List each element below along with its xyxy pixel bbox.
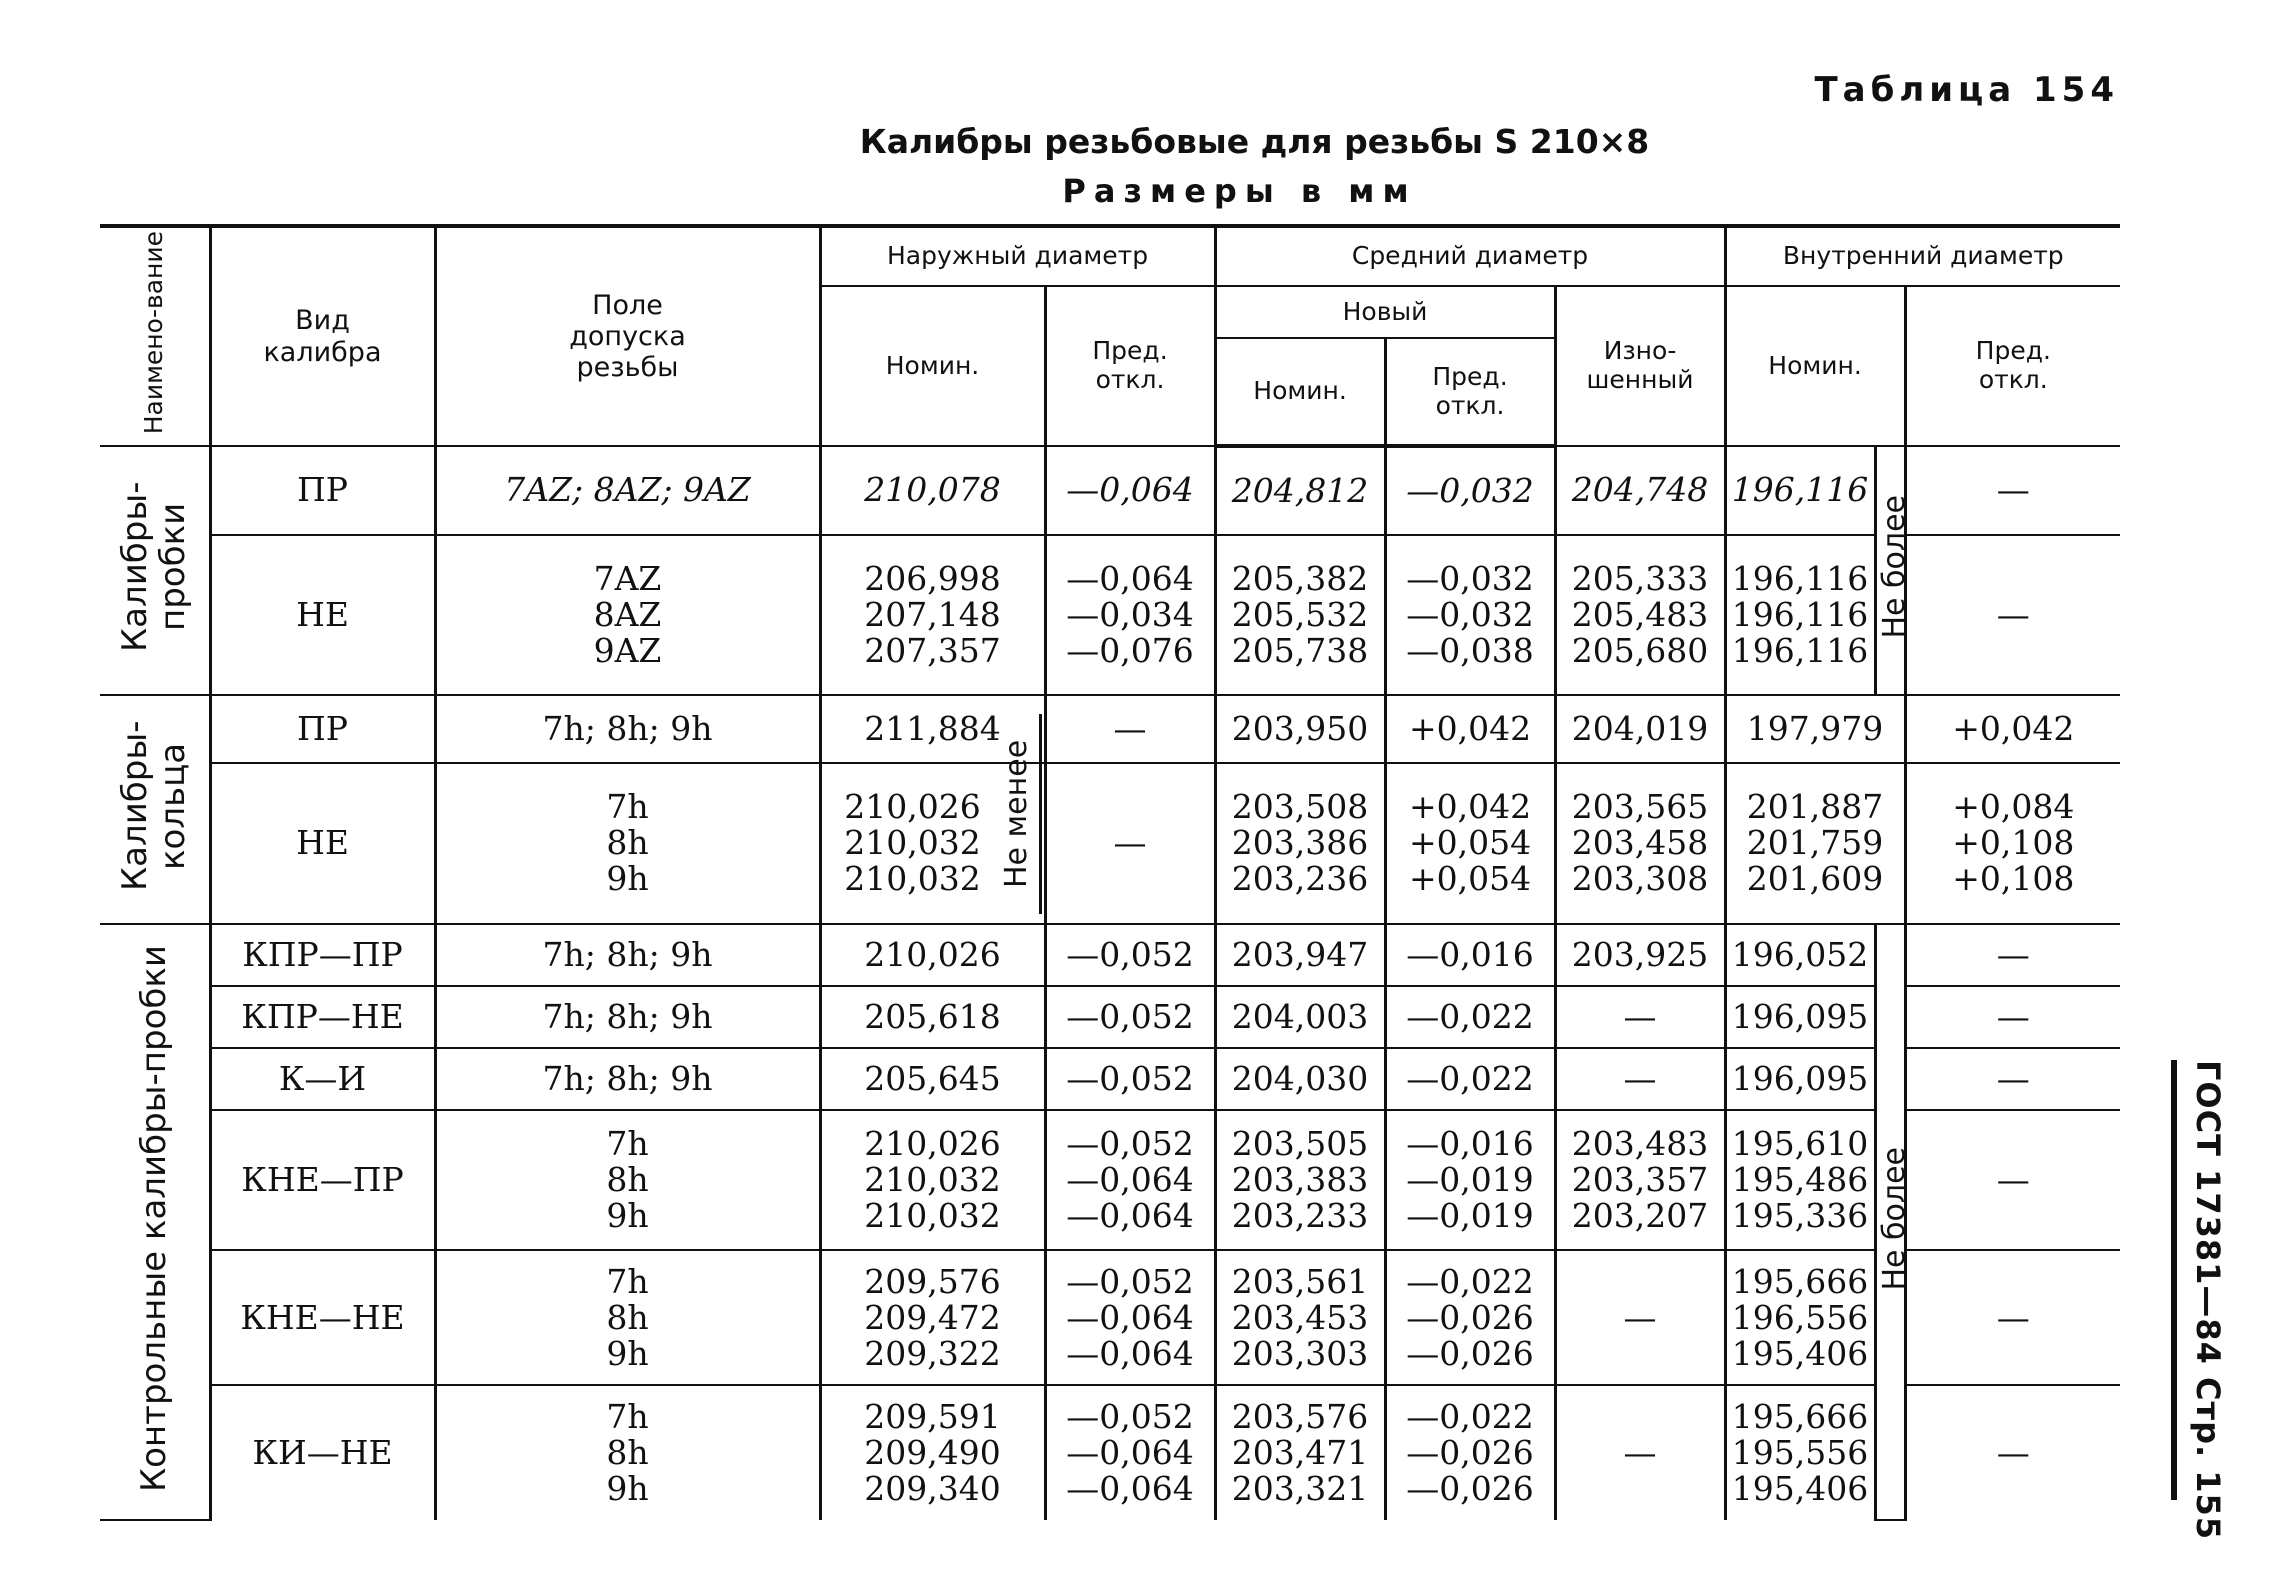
gauge-type: ПР xyxy=(210,695,435,763)
tolerance: 7h 8h 9h xyxy=(435,1110,820,1250)
group-rings: Калибры-кольца xyxy=(100,695,210,924)
middle-dev: —0,022 xyxy=(1385,1048,1555,1110)
gauge-type: НЕ xyxy=(210,763,435,924)
gauge-type: КИ—НЕ xyxy=(210,1385,435,1520)
middle-dev: —0,022 —0,026 —0,026 xyxy=(1385,1385,1555,1520)
inner-dev: — xyxy=(1905,924,2120,986)
outer-dev: —0,052 —0,064 —0,064 xyxy=(1045,1110,1215,1250)
worn: 204,019 xyxy=(1555,695,1725,763)
header-outer-dev: Пред. откл. xyxy=(1045,286,1215,446)
header-outer-nom: Номин. xyxy=(820,286,1045,446)
outer-dev: —0,052 —0,064 —0,064 xyxy=(1045,1250,1215,1385)
inner-nom: 196,095 xyxy=(1725,986,1875,1048)
outer-dev: — xyxy=(1045,763,1215,924)
header-outer-diameter: Наружный диаметр xyxy=(820,226,1215,286)
inner-dev: +0,084 +0,108 +0,108 xyxy=(1905,763,2120,924)
gauge-table xyxy=(100,224,2120,1521)
middle-nom: 204,003 xyxy=(1215,986,1385,1048)
tolerance: 7AZ 8AZ 9AZ xyxy=(435,535,820,695)
middle-dev: —0,022 xyxy=(1385,986,1555,1048)
outer-nom: 210,078 xyxy=(820,446,1045,535)
inner-dev: — xyxy=(1905,535,2120,695)
gost-page-label: ГОСТ 17381—84 Стр. 155 xyxy=(2189,1060,2227,1541)
outer-nom: 209,591 209,490 209,340 xyxy=(820,1385,1045,1520)
tolerance: 7h; 8h; 9h xyxy=(435,1048,820,1110)
middle-nom: 203,576 203,471 203,321 xyxy=(1215,1385,1385,1520)
middle-nom: 203,561 203,453 203,303 xyxy=(1215,1250,1385,1385)
middle-nom: 203,508 203,386 203,236 xyxy=(1215,763,1385,924)
inner-nom: 196,095 xyxy=(1725,1048,1875,1110)
middle-nom: 204,812 xyxy=(1215,446,1385,535)
inner-nom: 197,979 xyxy=(1725,695,1905,763)
worn: 203,565 203,458 203,308 xyxy=(1555,763,1725,924)
gauge-type: КНЕ—ПР xyxy=(210,1110,435,1250)
header-type: Вид калибра xyxy=(210,226,435,446)
tolerance: 7h; 8h; 9h xyxy=(435,924,820,986)
middle-nom: 203,505 203,383 203,233 xyxy=(1215,1110,1385,1250)
inner-dev: — xyxy=(1905,1048,2120,1110)
inner-nom: 196,116 196,116 196,116 xyxy=(1725,535,1875,695)
table-title: Калибры резьбовые для резьбы S 210×8 xyxy=(859,122,1650,161)
outer-nom: 205,618 xyxy=(820,986,1045,1048)
note-not-more: Не более xyxy=(1875,924,1905,1520)
outer-dev: —0,052 —0,064 —0,064 xyxy=(1045,1385,1215,1520)
outer-nom: 210,026 xyxy=(820,924,1045,986)
inner-dev: — xyxy=(1905,1250,2120,1385)
inner-nom: 195,666 196,556 195,406 xyxy=(1725,1250,1875,1385)
outer-dev: —0,064 xyxy=(1045,446,1215,535)
header-inner-dev: Пред. откл. xyxy=(1905,286,2120,446)
inner-dev: — xyxy=(1905,1385,2120,1520)
middle-nom: 203,947 xyxy=(1215,924,1385,986)
inner-dev: — xyxy=(1905,1110,2120,1250)
header-new: Новый xyxy=(1215,286,1555,338)
inner-nom: 201,887 201,759 201,609 xyxy=(1725,763,1905,924)
inner-nom: 195,610 195,486 195,336 xyxy=(1725,1110,1875,1250)
inner-nom: 196,116 xyxy=(1725,446,1875,535)
middle-dev: —0,032 —0,032 —0,038 xyxy=(1385,535,1555,695)
tolerance: 7h; 8h; 9h xyxy=(435,695,820,763)
header-name: Наимено-вание xyxy=(100,226,210,446)
outer-dev: —0,052 xyxy=(1045,986,1215,1048)
tolerance: 7AZ; 8AZ; 9AZ xyxy=(435,446,820,535)
outer-nom: 211,884 xyxy=(820,695,1045,763)
units-caption: Размеры в мм xyxy=(1062,172,1417,210)
header-inner-nom: Номин. xyxy=(1725,286,1905,446)
outer-dev: — xyxy=(1045,695,1215,763)
middle-nom: 203,950 xyxy=(1215,695,1385,763)
tolerance: 7h 8h 9h xyxy=(435,763,820,924)
tolerance: 7h 8h 9h xyxy=(435,1250,820,1385)
gauge-type: КПР—ПР xyxy=(210,924,435,986)
group-control: Контрольные калибры-пробки xyxy=(100,924,210,1520)
outer-dev: —0,052 xyxy=(1045,924,1215,986)
inner-nom: 195,666 195,556 195,406 xyxy=(1725,1385,1875,1520)
worn: — xyxy=(1555,1048,1725,1110)
worn: 203,925 xyxy=(1555,924,1725,986)
middle-nom: 205,382 205,532 205,738 xyxy=(1215,535,1385,695)
note-not-less: Не менее xyxy=(999,714,1042,914)
worn: 205,333 205,483 205,680 xyxy=(1555,535,1725,695)
outer-nom: 210,026 210,032 210,032 xyxy=(820,1110,1045,1250)
tolerance: 7h; 8h; 9h xyxy=(435,986,820,1048)
middle-dev: +0,042 xyxy=(1385,695,1555,763)
group-plugs: Калибры-пробки xyxy=(100,446,210,695)
outer-nom: 206,998 207,148 207,357 xyxy=(820,535,1045,695)
gauge-type: К—И xyxy=(210,1048,435,1110)
outer-nom: 209,576 209,472 209,322 xyxy=(820,1250,1045,1385)
gauge-type: НЕ xyxy=(210,535,435,695)
header-new-dev: Пред. откл. xyxy=(1385,338,1555,446)
gauge-type: ПР xyxy=(210,446,435,535)
worn: 203,483 203,357 203,207 xyxy=(1555,1110,1725,1250)
worn: — xyxy=(1555,1385,1725,1520)
outer-nom: 205,645 xyxy=(820,1048,1045,1110)
outer-nom-with-note: 210,026 210,032 210,032 Не менее xyxy=(820,763,1045,924)
inner-dev: +0,042 xyxy=(1905,695,2120,763)
inner-dev: — xyxy=(1905,446,2120,535)
header-middle-diameter: Средний диаметр xyxy=(1215,226,1725,286)
tolerance: 7h 8h 9h xyxy=(435,1385,820,1520)
gauge-type: КНЕ—НЕ xyxy=(210,1250,435,1385)
inner-nom: 196,052 xyxy=(1725,924,1875,986)
worn: — xyxy=(1555,1250,1725,1385)
header-new-nom: Номин. xyxy=(1215,338,1385,446)
outer-dev: —0,052 xyxy=(1045,1048,1215,1110)
worn: 204,748 xyxy=(1555,446,1725,535)
table-number: Таблица 154 xyxy=(1814,70,2119,110)
middle-dev: —0,016 —0,019 —0,019 xyxy=(1385,1110,1555,1250)
outer-dev: —0,064 —0,034 —0,076 xyxy=(1045,535,1215,695)
header-inner-diameter: Внутренний диаметр xyxy=(1725,226,2120,286)
middle-dev: —0,016 xyxy=(1385,924,1555,986)
inner-dev: — xyxy=(1905,986,2120,1048)
worn: — xyxy=(1555,986,1725,1048)
middle-nom: 204,030 xyxy=(1215,1048,1385,1110)
middle-dev: —0,032 xyxy=(1385,446,1555,535)
gauge-type: КПР—НЕ xyxy=(210,986,435,1048)
header-worn: Изно-шенный xyxy=(1555,286,1725,446)
note-not-more: Не более xyxy=(1875,446,1905,695)
header-tolerance: Поле допуска резьбы xyxy=(435,226,820,446)
side-rule xyxy=(2171,1060,2177,1500)
middle-dev: +0,042 +0,054 +0,054 xyxy=(1385,763,1555,924)
middle-dev: —0,022 —0,026 —0,026 xyxy=(1385,1250,1555,1385)
